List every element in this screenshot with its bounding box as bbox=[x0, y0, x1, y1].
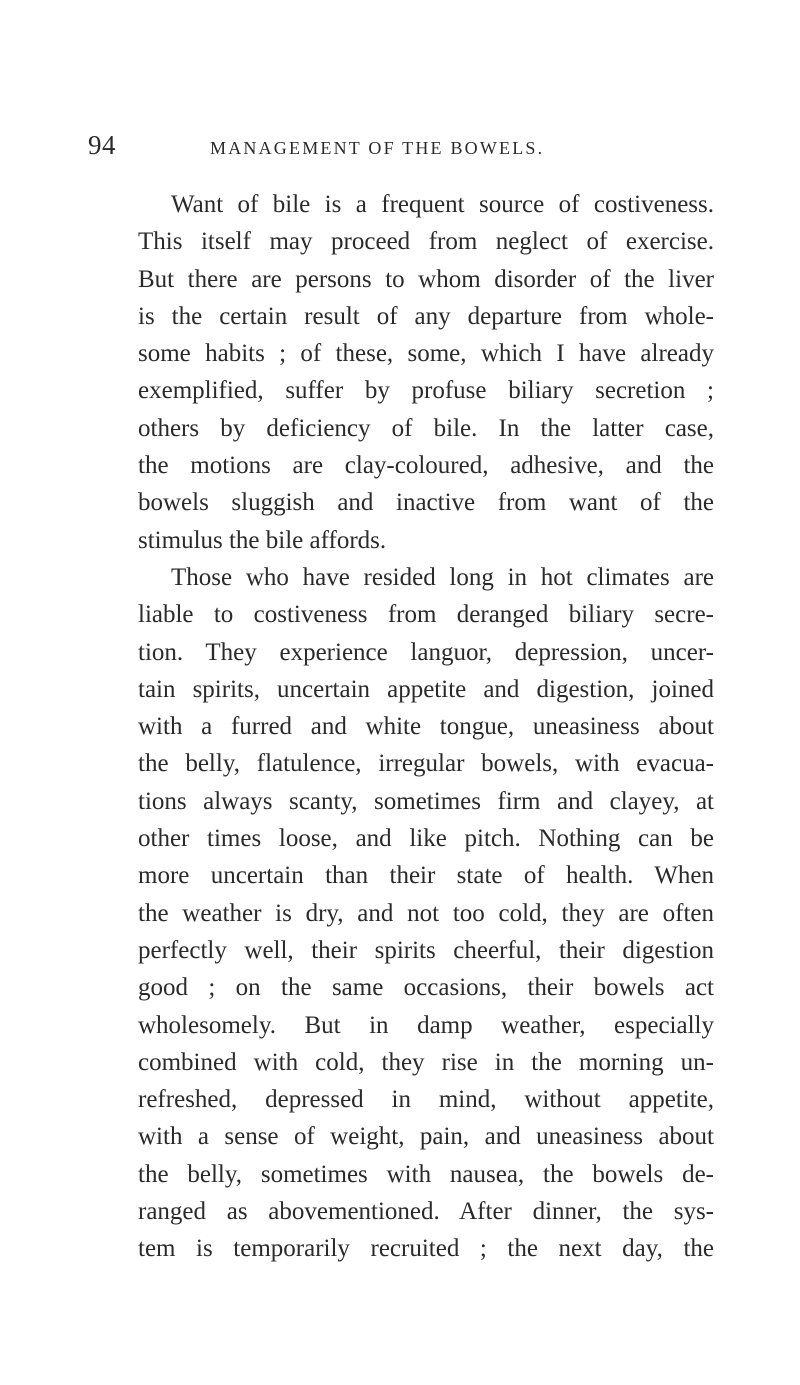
text-line: tain spirits, uncertain appetite and digestion, joined bbox=[138, 675, 714, 703]
text-line: some habits ; of these, some, which I have already bbox=[138, 340, 714, 368]
text-line: This itself may proceed from neglect of exercise. bbox=[138, 228, 714, 256]
text-line: perfectly well, their spirits cheerful, their digestion bbox=[138, 936, 714, 964]
text-line: the motions are clay-coloured, adhesive, and the bbox=[138, 452, 714, 480]
text-line: is the certain result of any departure from whole- bbox=[138, 302, 714, 330]
text-line: tem is temporarily recruited ; the next day, the bbox=[138, 1235, 714, 1263]
running-head-title: MANAGEMENT OF THE BOWELS. bbox=[210, 138, 545, 158]
text-line: good ; on the same occasions, their bowels act bbox=[138, 974, 714, 1002]
text-line: with a furred and white tongue, uneasiness about bbox=[138, 713, 714, 741]
text-line: other times loose, and like pitch. Nothing can be bbox=[138, 825, 714, 853]
text-line: more uncertain than their state of health. When bbox=[138, 862, 714, 890]
text-line: liable to costiveness from deranged biliary secre- bbox=[138, 601, 714, 629]
text-line: others by deficiency of bile. In the latter case, bbox=[138, 414, 714, 442]
text-line: wholesomely. But in damp weather, especially bbox=[138, 1011, 714, 1039]
text-line: the belly, sometimes with nausea, the bowels de- bbox=[138, 1160, 714, 1188]
text-line: exemplified, suffer by profuse biliary secretion ; bbox=[138, 377, 714, 405]
text-line: ranged as abovementioned. After dinner, the sys- bbox=[138, 1198, 714, 1226]
text-line: the weather is dry, and not too cold, they are often bbox=[138, 899, 714, 927]
text-line: the belly, flatulence, irregular bowels, with evacua- bbox=[138, 750, 714, 778]
text-line: Want of bile is a frequent source of costiveness. bbox=[171, 191, 714, 218]
text-line: tions always scanty, sometimes firm and clayey, at bbox=[138, 787, 714, 815]
text-line: bowels sluggish and inactive from want of the bbox=[138, 489, 714, 517]
page-number: 94 bbox=[88, 130, 116, 160]
body-text bbox=[138, 186, 714, 1268]
text-line: with a sense of weight, pain, and uneasiness about bbox=[138, 1123, 714, 1151]
text-line: combined with cold, they rise in the morning un- bbox=[138, 1048, 714, 1076]
text-line: tion. They experience languor, depression, uncer- bbox=[138, 638, 714, 666]
running-head bbox=[88, 132, 608, 162]
text-line: refreshed, depressed in mind, without appetite, bbox=[138, 1086, 714, 1114]
text-line: But there are persons to whom disorder of the liver bbox=[138, 265, 714, 293]
text-line: Those who have resided long in hot climates are bbox=[171, 563, 714, 591]
text-line: stimulus the bile affords. bbox=[138, 526, 387, 554]
